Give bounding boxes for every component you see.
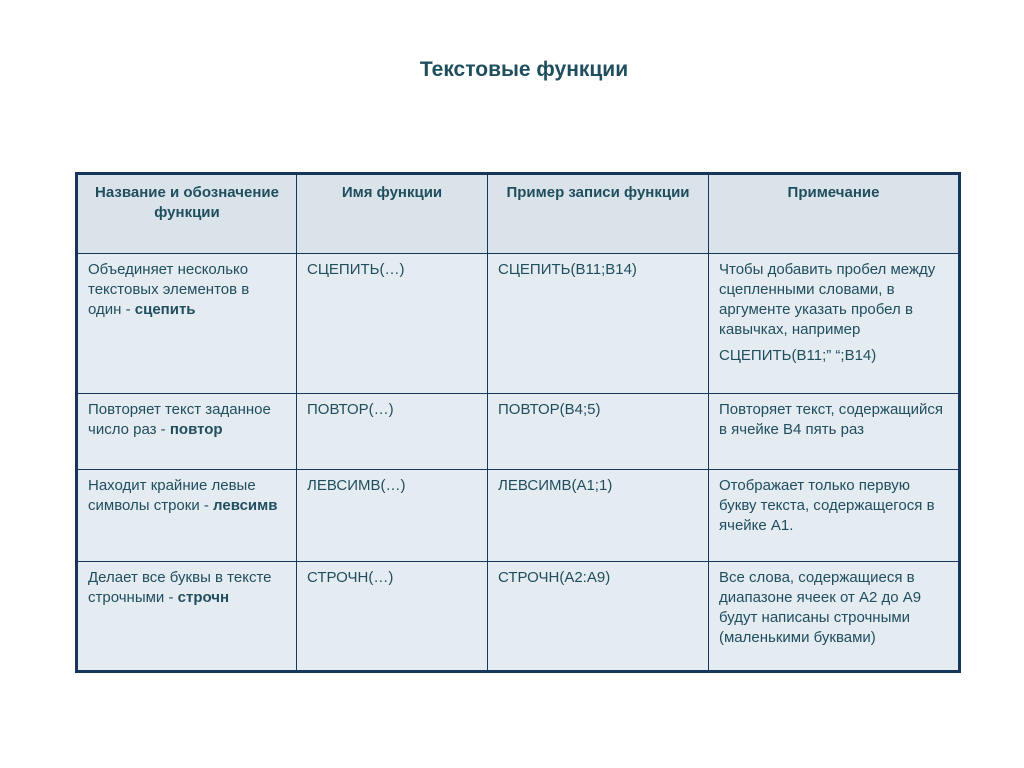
short-name: сцепить <box>134 301 196 318</box>
table-row <box>77 254 960 394</box>
cell-description <box>77 254 297 394</box>
cell-example: ПОВТОР(B4;5) <box>488 394 709 470</box>
description-text: Находит крайние левые символы строки - <box>88 477 256 514</box>
cell-function-name: СТРОЧН(…) <box>297 562 488 672</box>
column-header-function-name: Имя функции <box>297 174 488 254</box>
cell-note: Все слова, содержащиеся в диапазоне ячеек от A2 до A9 будут написаны строчными (маленькими буквами) <box>709 562 960 672</box>
cell-note: Повторяет текст, содержащийся в ячейке B4 пять раз <box>709 394 960 470</box>
description-text: Делает все буквы в тексте строчными - <box>88 569 272 606</box>
table-header-row <box>77 174 960 254</box>
short-name: строчн <box>177 589 230 606</box>
cell-function-name: СЦЕПИТЬ(…) <box>297 254 488 394</box>
functions-table <box>75 172 961 673</box>
cell-description <box>77 562 297 672</box>
table-row <box>77 470 960 562</box>
column-header-description: Название и обозначение функции <box>77 174 297 254</box>
column-header-note: Примечание <box>709 174 960 254</box>
description-text: Повторяет текст заданное число раз - <box>88 401 271 438</box>
short-name: повтор <box>169 421 223 438</box>
page-title: Текстовые функции <box>419 58 629 81</box>
table-row <box>77 562 960 672</box>
column-header-example: Пример записи функции <box>488 174 709 254</box>
note-extra-text: СЦЕПИТЬ(B11;” “;B14) <box>719 347 877 364</box>
cell-description <box>77 470 297 562</box>
table-row <box>77 394 960 470</box>
short-name: левсимв <box>213 497 278 514</box>
cell-note <box>709 254 960 394</box>
cell-note: Отображает только первую букву текста, содержащегося в ячейке A1. <box>709 470 960 562</box>
cell-function-name: ЛЕВСИМВ(…) <box>297 470 488 562</box>
cell-example: СТРОЧН(A2:A9) <box>488 562 709 672</box>
description-text: Объединяет несколько текстовых элементов в один - <box>88 261 250 318</box>
cell-function-name: ПОВТОР(…) <box>297 394 488 470</box>
cell-description <box>77 394 297 470</box>
cell-example: ЛЕВСИМВ(A1;1) <box>488 470 709 562</box>
note-text: Чтобы добавить пробел между сцепленными словами, в аргументе указать пробел в кавычках, например <box>719 261 936 338</box>
cell-example: СЦЕПИТЬ(B11;B14) <box>488 254 709 394</box>
